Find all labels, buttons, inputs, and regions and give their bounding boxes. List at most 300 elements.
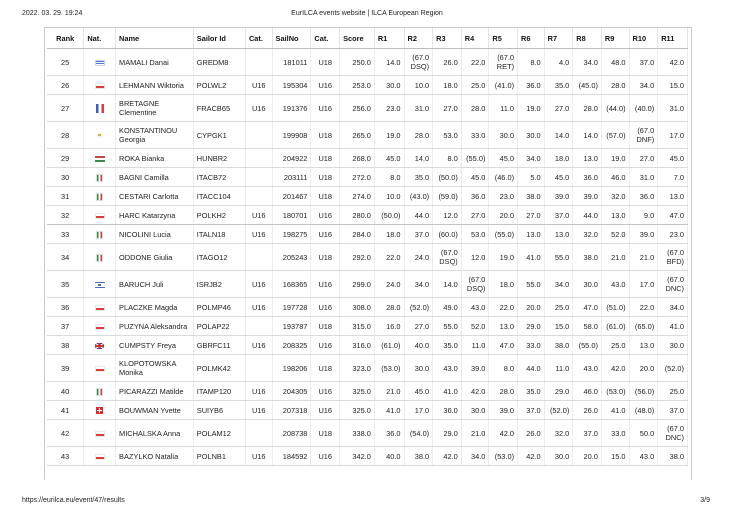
race-9-cell: 28.0 — [601, 76, 629, 95]
score-cell: 316.0 — [340, 336, 375, 355]
race-1-cell: 28.0 — [374, 298, 404, 317]
table-row — [47, 317, 688, 336]
race-3-cell: 14.0 — [433, 271, 462, 298]
score-cell: 253.0 — [340, 76, 375, 95]
race-1-cell: 30.0 — [374, 76, 404, 95]
race-4-cell: 39.0 — [461, 355, 489, 382]
race-5-cell: 28.0 — [489, 382, 518, 401]
race-2-cell: 30.0 — [404, 355, 433, 382]
sailor-id-cell: POLNB1 — [193, 447, 245, 466]
category-cell: U16 — [245, 206, 272, 225]
sail-number-cell: 201467 — [272, 187, 311, 206]
race-8-cell: 32.0 — [573, 225, 602, 244]
race-7-cell: (52.0) — [544, 401, 573, 420]
page-url: https://eurilca.eu/event/47/results — [22, 497, 125, 504]
flag-gbr-icon — [95, 343, 104, 349]
score-cell: 299.0 — [340, 271, 375, 298]
column-header: SailNo — [272, 28, 311, 49]
rank-cell: 37 — [47, 317, 84, 336]
race-6-cell: 55.0 — [518, 271, 545, 298]
age-category-cell: U16 — [311, 447, 340, 466]
race-3-cell: 43.0 — [433, 355, 462, 382]
race-5-cell: 30.0 — [489, 122, 518, 149]
race-1-cell: 23.0 — [374, 95, 404, 122]
race-10-cell: 20.0 — [629, 355, 658, 382]
age-category-cell: U16 — [311, 271, 340, 298]
race-11-cell: 45.0 — [658, 149, 688, 168]
age-category-cell: U16 — [311, 298, 340, 317]
sail-number-cell: 191376 — [272, 95, 311, 122]
sailor-id-cell: POLKH2 — [193, 206, 245, 225]
race-10-cell: (40.0) — [629, 95, 658, 122]
category-cell: U16 — [245, 401, 272, 420]
race-6-cell: 36.0 — [518, 76, 545, 95]
nationality-cell — [84, 317, 116, 336]
race-11-cell: 37.0 — [658, 401, 688, 420]
score-cell: 323.0 — [340, 355, 375, 382]
table-row — [47, 401, 688, 420]
table-row — [47, 76, 688, 95]
race-9-cell: 43.0 — [601, 271, 629, 298]
sailor-name-cell: ODDONE Giulia — [116, 244, 194, 271]
race-7-cell: 11.0 — [544, 355, 573, 382]
race-8-cell: 30.0 — [573, 271, 602, 298]
race-3-cell: (60.0) — [433, 225, 462, 244]
race-2-cell: (43.0) — [404, 187, 433, 206]
sailor-id-cell: ITALN18 — [193, 225, 245, 244]
flag-fra-icon — [96, 104, 104, 113]
sailor-name-cell: LEHMANN Wiktoria — [116, 76, 194, 95]
race-5-cell: 8.0 — [489, 355, 518, 382]
race-1-cell: 40.0 — [374, 447, 404, 466]
race-6-cell: 20.0 — [518, 298, 545, 317]
race-10-cell: 34.0 — [629, 76, 658, 95]
race-5-cell: 11.0 — [489, 95, 518, 122]
rank-cell: 28 — [47, 122, 84, 149]
race-10-cell: 9.0 — [629, 206, 658, 225]
race-3-cell: 12.0 — [433, 206, 462, 225]
race-6-cell: 41.0 — [518, 244, 545, 271]
nationality-cell — [84, 244, 116, 271]
race-10-cell: 37.0 — [629, 49, 658, 76]
column-header: R11 — [658, 28, 688, 49]
race-11-cell: (67.0 DNC) — [658, 271, 688, 298]
race-3-cell: 36.0 — [433, 401, 462, 420]
race-9-cell: 32.0 — [601, 187, 629, 206]
race-4-cell: 11.0 — [461, 336, 489, 355]
rank-cell: 25 — [47, 49, 84, 76]
score-cell: 325.0 — [340, 401, 375, 420]
flag-ita-icon — [96, 231, 103, 239]
race-9-cell: (44.0) — [601, 95, 629, 122]
category-cell: U16 — [245, 382, 272, 401]
sailor-id-cell: CYPGK1 — [193, 122, 245, 149]
race-4-cell: 25.0 — [461, 76, 489, 95]
race-9-cell: (53.0) — [601, 382, 629, 401]
sailor-id-cell: POLMK42 — [193, 355, 245, 382]
score-cell: 256.0 — [340, 95, 375, 122]
race-5-cell: 23.0 — [489, 187, 518, 206]
table-row — [47, 187, 688, 206]
sailor-name-cell: BAGNI Camilla — [116, 168, 194, 187]
table-row — [47, 49, 688, 76]
race-9-cell: (51.0) — [601, 298, 629, 317]
table-row — [47, 95, 688, 122]
sail-number-cell: 181011 — [272, 49, 311, 76]
race-9-cell: (61.0) — [601, 317, 629, 336]
rank-cell: 38 — [47, 336, 84, 355]
nationality-cell — [84, 447, 116, 466]
race-4-cell: 27.0 — [461, 206, 489, 225]
race-5-cell: 18.0 — [489, 271, 518, 298]
nationality-cell — [84, 49, 116, 76]
table-body — [47, 49, 688, 466]
race-4-cell: (67.0 DSQ) — [461, 271, 489, 298]
race-5-cell: 45.0 — [489, 149, 518, 168]
race-6-cell: 8.0 — [518, 49, 545, 76]
table-row — [47, 271, 688, 298]
sail-number-cell: 203111 — [272, 168, 311, 187]
nationality-cell — [84, 95, 116, 122]
table-row — [47, 206, 688, 225]
table-row — [47, 355, 688, 382]
race-11-cell: 30.0 — [658, 336, 688, 355]
race-11-cell: 31.0 — [658, 95, 688, 122]
score-cell: 274.0 — [340, 187, 375, 206]
race-3-cell: (50.0) — [433, 168, 462, 187]
sailor-name-cell: ROKA Bianka — [116, 149, 194, 168]
age-category-cell: U16 — [311, 336, 340, 355]
category-cell: U16 — [245, 95, 272, 122]
score-cell: 292.0 — [340, 244, 375, 271]
race-10-cell: 36.0 — [629, 187, 658, 206]
sailor-id-cell: GBRFC11 — [193, 336, 245, 355]
race-2-cell: 37.0 — [404, 225, 433, 244]
score-cell: 265.0 — [340, 122, 375, 149]
column-header: R6 — [518, 28, 545, 49]
race-7-cell: 37.0 — [544, 206, 573, 225]
sailor-name-cell: BARUCH Juli — [116, 271, 194, 298]
race-8-cell: 47.0 — [573, 298, 602, 317]
flag-pol-icon — [95, 83, 105, 89]
rank-cell: 35 — [47, 271, 84, 298]
nationality-cell — [84, 420, 116, 447]
column-header: Sailor Id — [193, 28, 245, 49]
age-category-cell: U18 — [311, 187, 340, 206]
race-8-cell: 20.0 — [573, 447, 602, 466]
sailor-name-cell: PICARAZZI Matilde — [116, 382, 194, 401]
score-cell: 325.0 — [340, 382, 375, 401]
sailor-name-cell: PUZYNA Aleksandra — [116, 317, 194, 336]
race-5-cell: (46.0) — [489, 168, 518, 187]
score-cell: 338.0 — [340, 420, 375, 447]
race-8-cell: 28.0 — [573, 95, 602, 122]
table-row — [47, 420, 688, 447]
race-9-cell: 15.0 — [601, 447, 629, 466]
race-1-cell: 41.0 — [374, 401, 404, 420]
rank-cell: 27 — [47, 95, 84, 122]
sail-number-cell: 208738 — [272, 420, 311, 447]
score-cell: 284.0 — [340, 225, 375, 244]
sailor-id-cell: GREDM8 — [193, 49, 245, 76]
race-11-cell: 7.0 — [658, 168, 688, 187]
race-3-cell: 53.0 — [433, 122, 462, 149]
rank-cell: 43 — [47, 447, 84, 466]
race-2-cell: 31.0 — [404, 95, 433, 122]
rank-cell: 39 — [47, 355, 84, 382]
race-1-cell: (50.0) — [374, 206, 404, 225]
race-9-cell: 46.0 — [601, 168, 629, 187]
race-5-cell: 47.0 — [489, 336, 518, 355]
sail-number-cell: 168365 — [272, 271, 311, 298]
rank-cell: 42 — [47, 420, 84, 447]
column-header: R4 — [461, 28, 489, 49]
race-2-cell: (54.0) — [404, 420, 433, 447]
race-1-cell: 24.0 — [374, 271, 404, 298]
nationality-cell — [84, 271, 116, 298]
age-category-cell: U18 — [311, 149, 340, 168]
column-header: R10 — [629, 28, 658, 49]
rank-cell: 40 — [47, 382, 84, 401]
race-11-cell: (67.0 DNC) — [658, 420, 688, 447]
race-5-cell: 13.0 — [489, 317, 518, 336]
rank-cell: 30 — [47, 168, 84, 187]
race-7-cell: 55.0 — [544, 244, 573, 271]
race-10-cell: (48.0) — [629, 401, 658, 420]
sailor-id-cell: SUIYB6 — [193, 401, 245, 420]
race-11-cell: 42.0 — [658, 49, 688, 76]
column-header: Rank — [47, 28, 84, 49]
nationality-cell — [84, 336, 116, 355]
category-cell — [245, 244, 272, 271]
results-table-container — [44, 27, 692, 480]
race-2-cell: 45.0 — [404, 382, 433, 401]
race-6-cell: 26.0 — [518, 420, 545, 447]
race-9-cell: 21.0 — [601, 244, 629, 271]
race-3-cell: (59.0) — [433, 187, 462, 206]
table-row — [47, 225, 688, 244]
sailor-name-cell: HARC Katarzyna — [116, 206, 194, 225]
nationality-cell — [84, 122, 116, 149]
age-category-cell: U16 — [311, 225, 340, 244]
sailor-id-cell: HUNBR2 — [193, 149, 245, 168]
rank-cell: 36 — [47, 298, 84, 317]
flag-pol-icon — [95, 366, 105, 372]
sailor-id-cell: ISRJB2 — [193, 271, 245, 298]
column-header: R2 — [404, 28, 433, 49]
flag-ita-icon — [96, 254, 103, 262]
race-8-cell: 36.0 — [573, 168, 602, 187]
sailor-id-cell: POLAM12 — [193, 420, 245, 447]
race-8-cell: 37.0 — [573, 420, 602, 447]
race-9-cell: 52.0 — [601, 225, 629, 244]
race-6-cell: 34.0 — [518, 149, 545, 168]
column-header: Nat. — [84, 28, 116, 49]
rank-cell: 34 — [47, 244, 84, 271]
race-9-cell: 25.0 — [601, 336, 629, 355]
flag-pol-icon — [95, 431, 105, 437]
rank-cell: 41 — [47, 401, 84, 420]
race-4-cell: (55.0) — [461, 149, 489, 168]
race-3-cell: 42.0 — [433, 447, 462, 466]
column-header: R7 — [544, 28, 573, 49]
sailor-id-cell: POLWL2 — [193, 76, 245, 95]
score-cell: 308.0 — [340, 298, 375, 317]
age-category-cell: U18 — [311, 420, 340, 447]
race-1-cell: 8.0 — [374, 168, 404, 187]
race-1-cell: (61.0) — [374, 336, 404, 355]
race-8-cell: 14.0 — [573, 122, 602, 149]
column-header: R5 — [489, 28, 518, 49]
sailor-name-cell: BRETAGNE Clementine — [116, 95, 194, 122]
race-6-cell: 42.0 — [518, 447, 545, 466]
category-cell — [245, 49, 272, 76]
race-4-cell: 21.0 — [461, 420, 489, 447]
race-5-cell: 39.0 — [489, 401, 518, 420]
sailor-name-cell: KLOPOTOWSKA Monika — [116, 355, 194, 382]
race-8-cell: 44.0 — [573, 206, 602, 225]
race-4-cell: 36.0 — [461, 187, 489, 206]
nationality-cell — [84, 187, 116, 206]
nationality-cell — [84, 382, 116, 401]
sailor-name-cell: CUMPSTY Freya — [116, 336, 194, 355]
race-1-cell: 22.0 — [374, 244, 404, 271]
race-8-cell: 34.0 — [573, 49, 602, 76]
race-2-cell: 28.0 — [404, 122, 433, 149]
sailor-id-cell: ITAMP120 — [193, 382, 245, 401]
race-7-cell: 13.0 — [544, 225, 573, 244]
sailor-id-cell: POLAP22 — [193, 317, 245, 336]
sail-number-cell: 208325 — [272, 336, 311, 355]
race-3-cell: 41.0 — [433, 382, 462, 401]
race-10-cell: 31.0 — [629, 168, 658, 187]
age-category-cell: U16 — [311, 206, 340, 225]
race-9-cell: 42.0 — [601, 355, 629, 382]
race-2-cell: 38.0 — [404, 447, 433, 466]
race-5-cell: (55.0) — [489, 225, 518, 244]
sail-number-cell: 199908 — [272, 122, 311, 149]
race-2-cell: 44.0 — [404, 206, 433, 225]
flag-hun-icon — [95, 156, 105, 162]
category-cell — [245, 317, 272, 336]
race-2-cell: (52.0) — [404, 298, 433, 317]
score-cell: 280.0 — [340, 206, 375, 225]
race-8-cell: 26.0 — [573, 401, 602, 420]
page-title: EurILCA events website | ILCA European Region — [291, 10, 443, 17]
race-1-cell: 16.0 — [374, 317, 404, 336]
race-7-cell: 30.0 — [544, 447, 573, 466]
sailor-name-cell: BOUWMAN Yvette — [116, 401, 194, 420]
race-6-cell: 19.0 — [518, 95, 545, 122]
table-row — [47, 244, 688, 271]
score-cell: 250.0 — [340, 49, 375, 76]
race-2-cell: 35.0 — [404, 168, 433, 187]
race-4-cell: 43.0 — [461, 298, 489, 317]
race-10-cell: 22.0 — [629, 298, 658, 317]
nationality-cell — [84, 355, 116, 382]
category-cell: U16 — [245, 76, 272, 95]
column-header: R3 — [433, 28, 462, 49]
flag-ita-icon — [96, 388, 103, 396]
flag-ita-icon — [96, 193, 103, 201]
score-cell: 268.0 — [340, 149, 375, 168]
age-category-cell: U18 — [311, 122, 340, 149]
race-7-cell: 14.0 — [544, 122, 573, 149]
rank-cell: 33 — [47, 225, 84, 244]
race-11-cell: (67.0 BFD) — [658, 244, 688, 271]
race-7-cell: 35.0 — [544, 76, 573, 95]
nationality-cell — [84, 225, 116, 244]
race-7-cell: 4.0 — [544, 49, 573, 76]
sail-number-cell: 193787 — [272, 317, 311, 336]
category-cell — [245, 355, 272, 382]
sailor-id-cell: ITAGO12 — [193, 244, 245, 271]
race-11-cell: 13.0 — [658, 187, 688, 206]
race-1-cell: (53.0) — [374, 355, 404, 382]
sail-number-cell: 198206 — [272, 355, 311, 382]
sail-number-cell: 184592 — [272, 447, 311, 466]
race-8-cell: 46.0 — [573, 382, 602, 401]
nationality-cell — [84, 206, 116, 225]
race-5-cell: (67.0 RET) — [489, 49, 518, 76]
race-6-cell: 5.0 — [518, 168, 545, 187]
race-1-cell: 45.0 — [374, 149, 404, 168]
flag-ita-icon — [96, 174, 103, 182]
nationality-cell — [84, 76, 116, 95]
race-4-cell: 28.0 — [461, 95, 489, 122]
race-2-cell: 14.0 — [404, 149, 433, 168]
race-7-cell: 15.0 — [544, 317, 573, 336]
results-table — [47, 28, 688, 466]
race-4-cell: 12.0 — [461, 244, 489, 271]
race-10-cell: (65.0) — [629, 317, 658, 336]
category-cell: U16 — [245, 336, 272, 355]
race-4-cell: 33.0 — [461, 122, 489, 149]
race-6-cell: 44.0 — [518, 355, 545, 382]
race-2-cell: 10.0 — [404, 76, 433, 95]
category-cell — [245, 168, 272, 187]
race-4-cell: 45.0 — [461, 168, 489, 187]
rank-cell: 31 — [47, 187, 84, 206]
race-6-cell: 38.0 — [518, 187, 545, 206]
category-cell: U16 — [245, 447, 272, 466]
age-category-cell: U18 — [311, 168, 340, 187]
race-10-cell: 13.0 — [629, 336, 658, 355]
race-6-cell: 30.0 — [518, 122, 545, 149]
race-3-cell: 8.0 — [433, 149, 462, 168]
age-category-cell: U18 — [311, 49, 340, 76]
race-2-cell: (67.0 DSQ) — [404, 49, 433, 76]
race-10-cell: 21.0 — [629, 244, 658, 271]
race-11-cell: 34.0 — [658, 298, 688, 317]
race-3-cell: 55.0 — [433, 317, 462, 336]
age-category-cell: U16 — [311, 401, 340, 420]
sail-number-cell: 195304 — [272, 76, 311, 95]
age-category-cell: U16 — [311, 382, 340, 401]
category-cell — [245, 122, 272, 149]
flag-pol-icon — [95, 213, 105, 219]
race-8-cell: (45.0) — [573, 76, 602, 95]
sailor-id-cell: FRACB65 — [193, 95, 245, 122]
race-8-cell: 58.0 — [573, 317, 602, 336]
race-10-cell: 17.0 — [629, 271, 658, 298]
sailor-name-cell: PLACZKE Magda — [116, 298, 194, 317]
age-category-cell: U18 — [311, 244, 340, 271]
sail-number-cell: 204305 — [272, 382, 311, 401]
race-11-cell: 41.0 — [658, 317, 688, 336]
column-header: Cat. — [311, 28, 340, 49]
sailor-name-cell: MAMALI Danai — [116, 49, 194, 76]
